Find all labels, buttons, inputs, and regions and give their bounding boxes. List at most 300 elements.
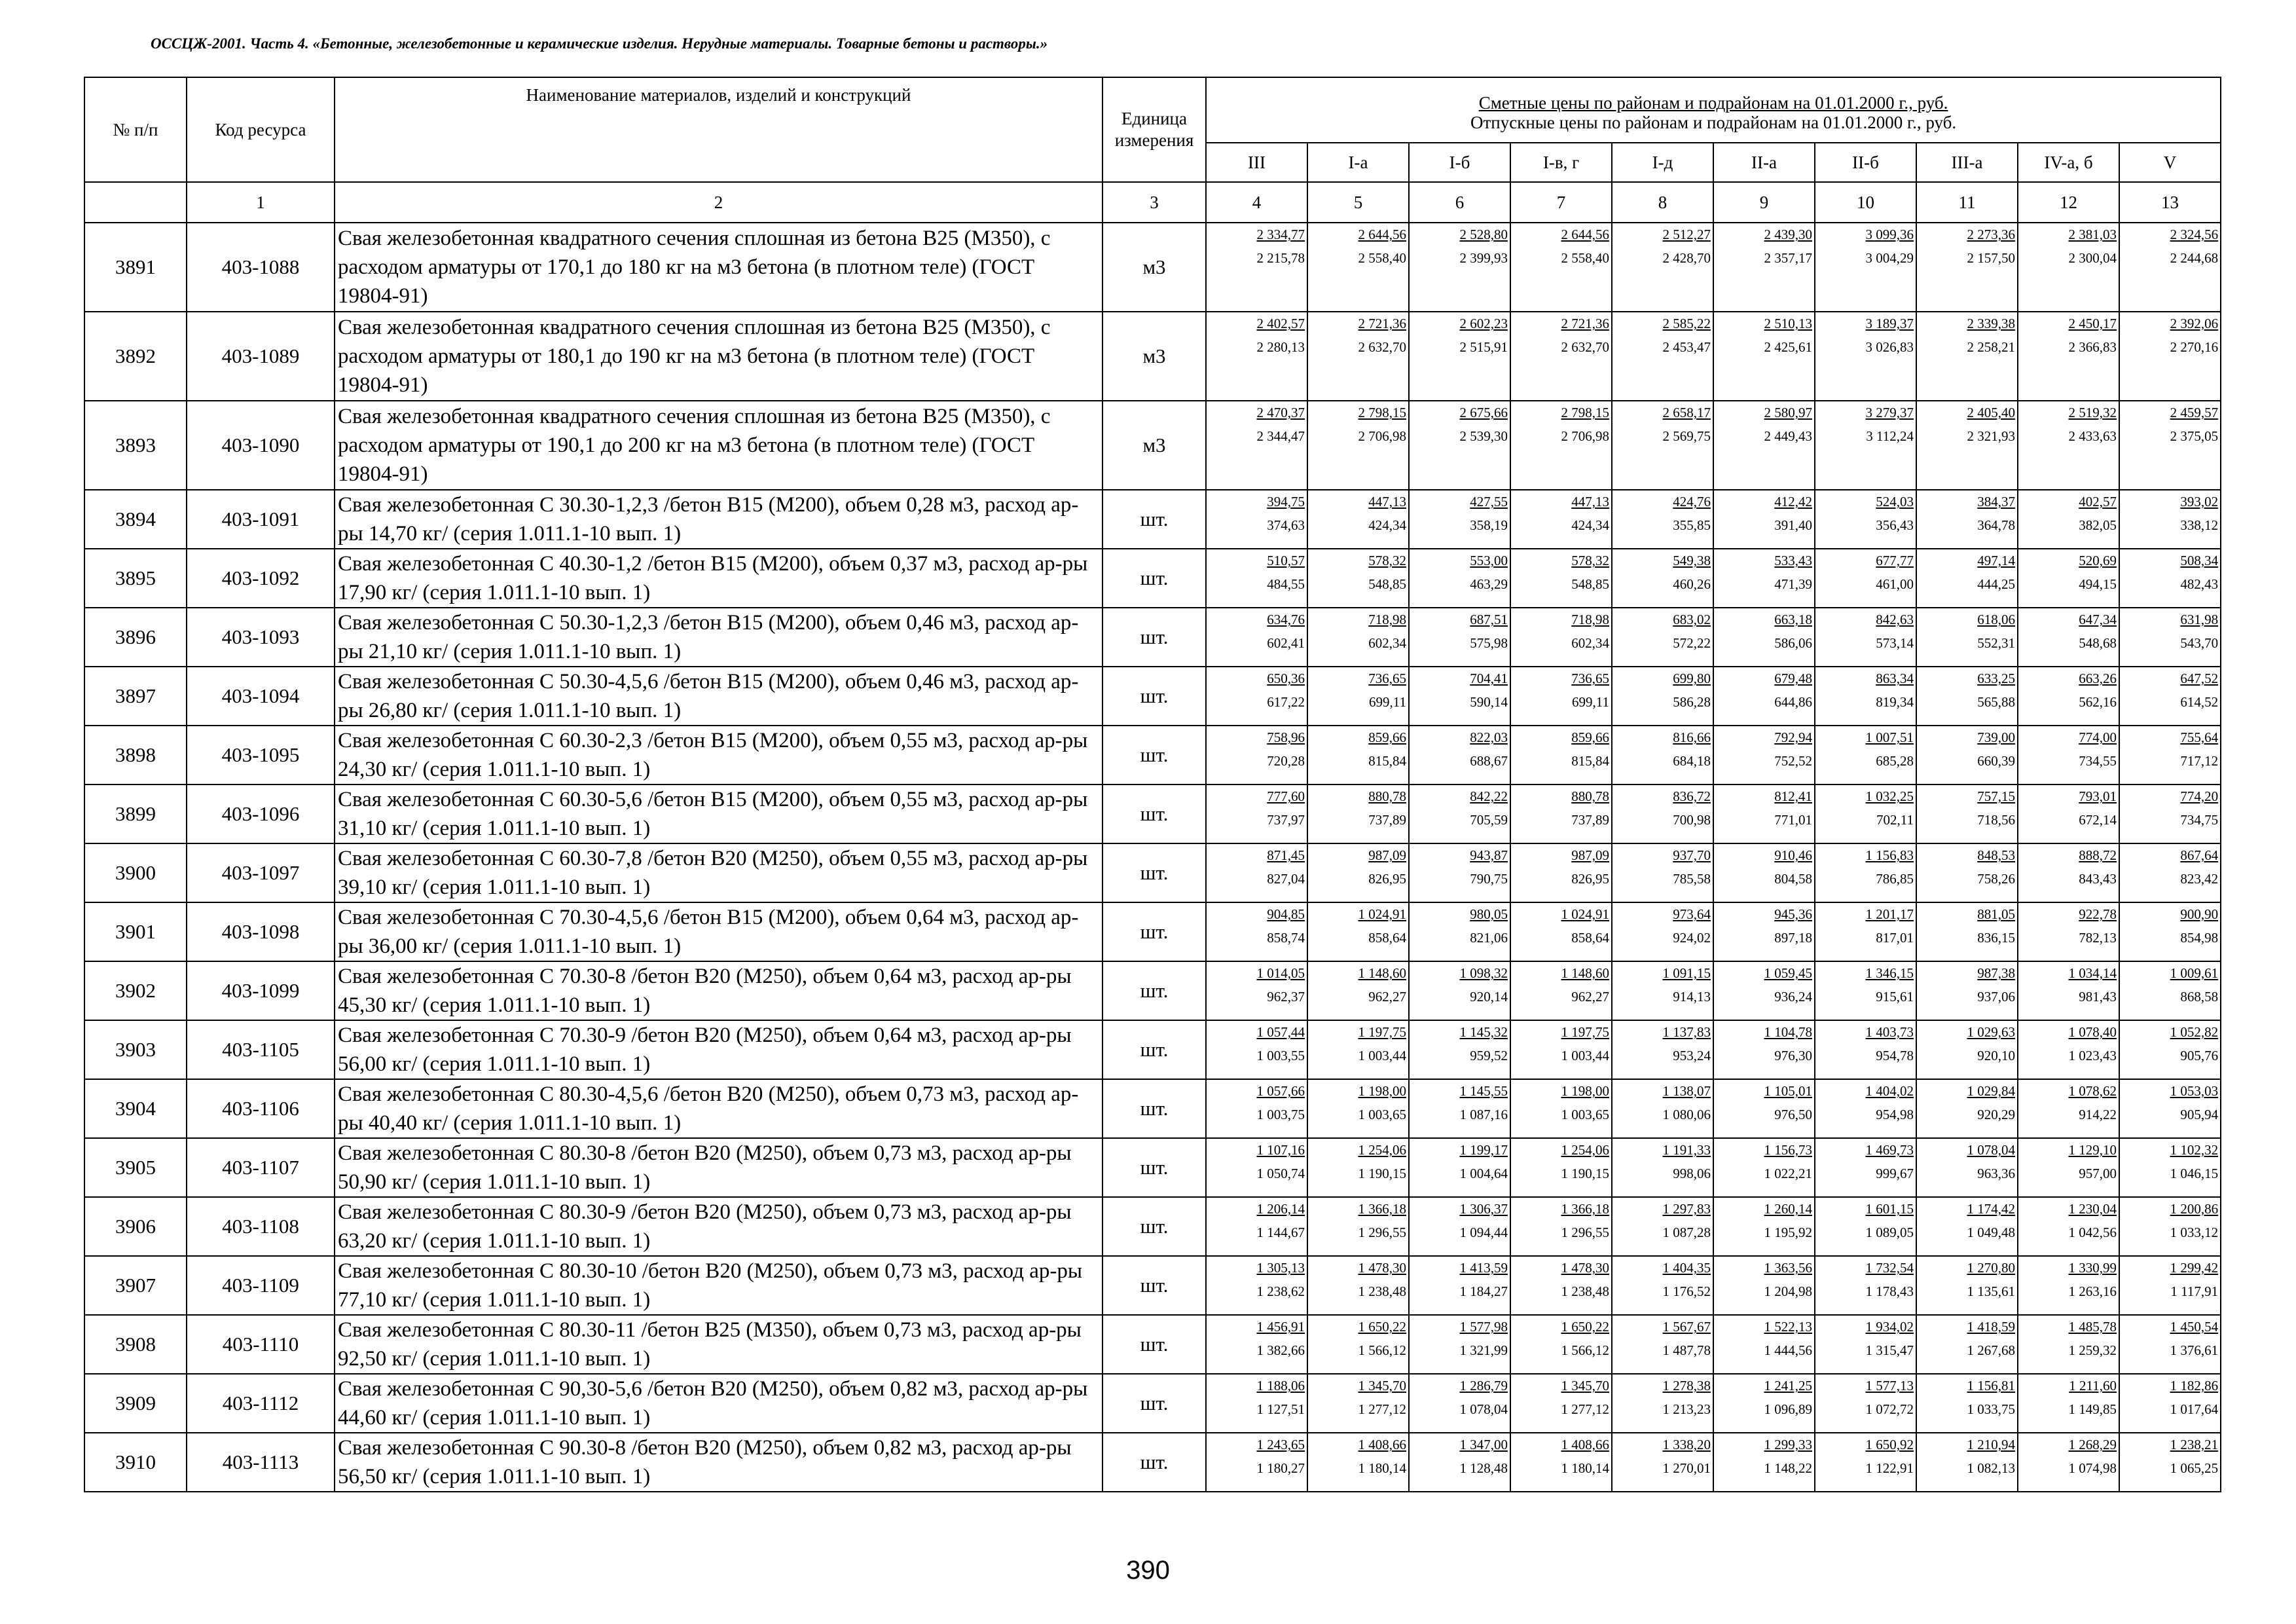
price-cell xyxy=(1409,843,1510,902)
resource-code: 403-1089 xyxy=(187,312,335,401)
estimated-price: 647,52 xyxy=(2180,671,2219,686)
price-cell xyxy=(1612,843,1713,902)
row-number: 3906 xyxy=(84,1197,187,1256)
estimated-price: 1 052,82 xyxy=(2170,1024,2219,1040)
estimated-price: 393,02 xyxy=(2180,494,2219,509)
price-cell xyxy=(1206,1197,1307,1256)
resource-code: 403-1097 xyxy=(187,843,335,902)
price-cell xyxy=(1815,1256,1916,1315)
estimated-price: 1 057,66 xyxy=(1256,1083,1305,1099)
price-cell xyxy=(1713,1256,1815,1315)
release-price: 424,34 xyxy=(1571,517,1609,533)
release-price: 1 180,27 xyxy=(1256,1460,1305,1476)
estimated-price: 880,78 xyxy=(1571,788,1609,804)
release-price: 2 157,50 xyxy=(1967,250,2015,266)
release-price: 575,98 xyxy=(1470,635,1508,651)
estimated-price: 1 199,17 xyxy=(1459,1142,1508,1158)
estimated-price: 578,32 xyxy=(1368,553,1406,568)
estimated-price: 3 279,37 xyxy=(1865,405,1914,420)
price-cell xyxy=(1510,1079,1612,1138)
release-price: 482,43 xyxy=(2180,576,2219,592)
estimated-price: 1 478,30 xyxy=(1561,1260,1609,1276)
row-number: 3891 xyxy=(84,223,187,312)
estimated-price: 1 243,65 xyxy=(1256,1437,1305,1452)
estimated-price: 2 459,57 xyxy=(2170,405,2219,420)
release-price: 786,85 xyxy=(1876,871,1914,887)
table-row xyxy=(84,1138,2221,1197)
release-price: 699,11 xyxy=(1572,694,1609,710)
estimated-price: 2 519,32 xyxy=(2068,405,2117,420)
row-number: 3899 xyxy=(84,784,187,843)
price-cell xyxy=(1307,784,1409,843)
release-price: 548,85 xyxy=(1368,576,1406,592)
unit-of-measure: м3 xyxy=(1102,223,1206,312)
resource-code: 403-1098 xyxy=(187,902,335,961)
release-price: 2 280,13 xyxy=(1256,339,1305,355)
price-cell xyxy=(1713,490,1815,549)
price-cell xyxy=(1510,1374,1612,1433)
region-header: III-а xyxy=(1916,143,2018,182)
table-row xyxy=(84,961,2221,1020)
release-price: 2 425,61 xyxy=(1764,339,1812,355)
material-name: Свая железобетонная квадратного сечения сплошная из бетона В25 (М350), с расходом арматуры от 190,1 до 200 кг на м3 бетона (в плотном теле) (ГОСТ 19804-91) xyxy=(335,401,1102,490)
estimated-price: 510,57 xyxy=(1267,553,1305,568)
release-price: 914,22 xyxy=(2079,1107,2117,1122)
estimated-price: 2 798,15 xyxy=(1561,405,1609,420)
release-price: 338,12 xyxy=(2180,517,2219,533)
price-table xyxy=(84,77,2221,1492)
price-cell xyxy=(1409,608,1510,667)
release-price: 1 148,22 xyxy=(1764,1460,1812,1476)
estimated-price: 2 273,36 xyxy=(1967,227,2015,242)
price-cell xyxy=(1612,1020,1713,1079)
resource-code: 403-1107 xyxy=(187,1138,335,1197)
table-row xyxy=(84,726,2221,784)
price-cell xyxy=(2119,608,2221,667)
release-price: 720,28 xyxy=(1267,753,1305,769)
row-number: 3898 xyxy=(84,726,187,784)
price-cell xyxy=(1916,784,2018,843)
release-price: 1 321,99 xyxy=(1459,1342,1508,1358)
price-cell xyxy=(1916,1079,2018,1138)
unit-of-measure: шт. xyxy=(1102,1197,1206,1256)
estimated-price: 1 201,17 xyxy=(1865,906,1914,922)
price-cell xyxy=(1510,1138,1612,1197)
estimated-price: 663,26 xyxy=(2079,671,2117,686)
estimated-price: 1 238,21 xyxy=(2170,1437,2219,1452)
price-cell xyxy=(1510,1020,1612,1079)
price-cell xyxy=(2018,667,2119,726)
price-cell xyxy=(2018,401,2119,490)
release-price: 998,06 xyxy=(1673,1166,1711,1181)
release-price: 737,89 xyxy=(1368,812,1406,828)
price-cell xyxy=(1815,961,1916,1020)
price-cell xyxy=(1307,1433,1409,1492)
table-row xyxy=(84,1256,2221,1315)
price-cell xyxy=(1307,843,1409,902)
table-row xyxy=(84,667,2221,726)
price-cell xyxy=(1713,784,1815,843)
release-price: 836,15 xyxy=(1977,930,2015,946)
resource-code: 403-1113 xyxy=(187,1433,335,1492)
estimated-price: 822,03 xyxy=(1470,729,1508,745)
release-price: 920,10 xyxy=(1977,1048,2015,1063)
price-cell xyxy=(1815,1197,1916,1256)
resource-code: 403-1095 xyxy=(187,726,335,784)
estimated-price: 2 450,17 xyxy=(2068,316,2117,331)
column-number: 9 xyxy=(1713,182,1815,223)
estimated-price: 424,76 xyxy=(1673,494,1711,509)
release-price: 1 065,25 xyxy=(2170,1460,2219,1476)
release-price: 2 632,70 xyxy=(1358,339,1406,355)
estimated-price: 1 934,02 xyxy=(1865,1319,1914,1335)
price-cell xyxy=(1612,961,1713,1020)
estimated-price: 3 099,36 xyxy=(1865,227,1914,242)
release-price: 1 023,43 xyxy=(2068,1048,2117,1063)
price-cell xyxy=(1206,843,1307,902)
price-cell xyxy=(1916,843,2018,902)
estimated-price: 508,34 xyxy=(2180,553,2219,568)
resource-code: 403-1110 xyxy=(187,1315,335,1374)
material-name: Свая железобетонная С 90,30-5,6 /бетон В20 (М250), объем 0,82 м3, расход ар-ры 44,60 кг/ (серия 1.011.1-10 вып. 1) xyxy=(335,1374,1102,1433)
estimated-price: 1 577,98 xyxy=(1459,1319,1508,1335)
estimated-price: 1 306,37 xyxy=(1459,1201,1508,1217)
estimated-price: 1 029,63 xyxy=(1967,1024,2015,1040)
release-price: 644,86 xyxy=(1774,694,1812,710)
price-cell xyxy=(1815,843,1916,902)
price-cell xyxy=(2018,1079,2119,1138)
col-header-no: № п/п xyxy=(84,77,187,182)
price-cell xyxy=(2018,1020,2119,1079)
estimated-price: 1 078,04 xyxy=(1967,1142,2015,1158)
estimated-price: 631,98 xyxy=(2180,612,2219,627)
price-cell xyxy=(1916,401,2018,490)
release-price: 1 566,12 xyxy=(1358,1342,1406,1358)
price-cell xyxy=(1815,726,1916,784)
release-price: 936,24 xyxy=(1774,989,1812,1005)
price-cell xyxy=(2018,843,2119,902)
estimated-price: 1 286,79 xyxy=(1459,1378,1508,1393)
release-price: 444,25 xyxy=(1977,576,2015,592)
estimated-price: 1 650,22 xyxy=(1561,1319,1609,1335)
unit-of-measure: шт. xyxy=(1102,843,1206,902)
release-price: 374,63 xyxy=(1267,517,1305,533)
estimated-price: 859,66 xyxy=(1368,729,1406,745)
release-price: 2 366,83 xyxy=(2068,339,2117,355)
release-price: 688,67 xyxy=(1470,753,1508,769)
column-number: 5 xyxy=(1307,182,1409,223)
release-price: 717,12 xyxy=(2180,753,2219,769)
estimated-price: 755,64 xyxy=(2180,729,2219,745)
price-cell xyxy=(1510,1197,1612,1256)
price-cell xyxy=(1510,401,1612,490)
release-price: 1 003,44 xyxy=(1561,1048,1609,1063)
release-price: 1 050,74 xyxy=(1256,1166,1305,1181)
estimated-price: 758,96 xyxy=(1267,729,1305,745)
estimated-price: 2 644,56 xyxy=(1561,227,1609,242)
price-cell xyxy=(1815,1374,1916,1433)
table-row xyxy=(84,1315,2221,1374)
estimated-price: 2 334,77 xyxy=(1256,227,1305,242)
material-name: Свая железобетонная С 50.30-4,5,6 /бетон В15 (М200), объем 0,46 м3, расход ар-ры 26,80 кг/ (серия 1.011.1-10 вып. 1) xyxy=(335,667,1102,726)
column-number: 10 xyxy=(1815,182,1916,223)
release-price: 685,28 xyxy=(1876,753,1914,769)
price-cell xyxy=(1307,1079,1409,1138)
price-cell xyxy=(1713,1138,1815,1197)
estimated-price: 777,60 xyxy=(1267,788,1305,804)
release-price: 1 003,44 xyxy=(1358,1048,1406,1063)
release-price: 924,02 xyxy=(1673,930,1711,946)
table-row xyxy=(84,1197,2221,1256)
price-cell xyxy=(1815,1315,1916,1374)
estimated-price: 871,45 xyxy=(1267,847,1305,863)
price-cell xyxy=(2119,902,2221,961)
estimated-price: 987,09 xyxy=(1571,847,1609,863)
price-cell xyxy=(2119,1256,2221,1315)
estimated-price: 1 148,60 xyxy=(1358,965,1406,981)
release-price: 2 569,75 xyxy=(1662,428,1711,444)
estimated-price: 1 650,92 xyxy=(1865,1437,1914,1452)
price-cell xyxy=(1206,1433,1307,1492)
price-cell xyxy=(1612,667,1713,726)
release-price: 821,06 xyxy=(1470,930,1508,946)
price-cell xyxy=(1713,1374,1815,1433)
release-price: 1 296,55 xyxy=(1358,1225,1406,1240)
unit-of-measure: шт. xyxy=(1102,784,1206,843)
estimated-price: 910,46 xyxy=(1774,847,1812,863)
material-name: Свая железобетонная квадратного сечения сплошная из бетона В25 (М350), с расходом арматуры от 180,1 до 190 кг на м3 бетона (в плотном теле) (ГОСТ 19804-91) xyxy=(335,312,1102,401)
price-cell xyxy=(2018,1256,2119,1315)
price-cell xyxy=(1916,726,2018,784)
price-cell xyxy=(1510,843,1612,902)
price-cell xyxy=(2119,1138,2221,1197)
table-row xyxy=(84,1433,2221,1492)
release-price: 734,55 xyxy=(2079,753,2117,769)
price-cell xyxy=(1409,667,1510,726)
table-row xyxy=(84,223,2221,312)
price-cell xyxy=(1612,1256,1713,1315)
estimated-price: 904,85 xyxy=(1267,906,1305,922)
release-price: 782,13 xyxy=(2079,930,2117,946)
estimated-price: 704,41 xyxy=(1470,671,1508,686)
estimated-price: 520,69 xyxy=(2079,553,2117,568)
estimated-price: 1 098,32 xyxy=(1459,965,1508,981)
region-header: I-а xyxy=(1307,143,1409,182)
col-header-unit: Единица измерения xyxy=(1102,77,1206,182)
estimated-price: 1 206,14 xyxy=(1256,1201,1305,1217)
price-cell xyxy=(1409,549,1510,608)
price-cell xyxy=(1510,312,1612,401)
estimated-price: 1 137,83 xyxy=(1662,1024,1711,1040)
estimated-price: 987,38 xyxy=(1977,965,2015,981)
release-price: 827,04 xyxy=(1267,871,1305,887)
release-price: 2 357,17 xyxy=(1764,250,1812,266)
region-header: I-д xyxy=(1612,143,1713,182)
release-price: 1 149,85 xyxy=(2068,1401,2117,1417)
col-header-name: Наименование материалов, изделий и конструкций xyxy=(335,77,1102,182)
price-cell xyxy=(1713,312,1815,401)
release-price: 1 238,48 xyxy=(1561,1283,1609,1299)
price-cell xyxy=(1409,1374,1510,1433)
estimated-price: 1 091,15 xyxy=(1662,965,1711,981)
estimated-price: 1 078,62 xyxy=(2068,1083,2117,1099)
estimated-price: 1 478,30 xyxy=(1358,1260,1406,1276)
estimated-price: 880,78 xyxy=(1368,788,1406,804)
estimated-price: 447,13 xyxy=(1571,494,1609,509)
release-price: 358,19 xyxy=(1470,517,1508,533)
resource-code: 403-1106 xyxy=(187,1079,335,1138)
release-price: 1 087,28 xyxy=(1662,1225,1711,1240)
estimated-price: 1 469,73 xyxy=(1865,1142,1914,1158)
price-cell xyxy=(1510,726,1612,784)
release-price: 2 321,93 xyxy=(1967,428,2015,444)
resource-code: 403-1112 xyxy=(187,1374,335,1433)
resource-code: 403-1094 xyxy=(187,667,335,726)
price-cell xyxy=(1206,1315,1307,1374)
price-cell xyxy=(1713,223,1815,312)
region-header: V xyxy=(2119,143,2221,182)
price-cell xyxy=(1409,961,1510,1020)
release-price: 1 178,43 xyxy=(1865,1283,1914,1299)
estimated-price: 1 254,06 xyxy=(1358,1142,1406,1158)
release-price: 1 376,61 xyxy=(2170,1342,2219,1358)
release-price: 1 204,98 xyxy=(1764,1283,1812,1299)
release-price: 1 195,92 xyxy=(1764,1225,1812,1240)
release-price: 356,43 xyxy=(1876,517,1914,533)
estimated-price: 2 512,27 xyxy=(1662,227,1711,242)
estimated-price: 1 345,70 xyxy=(1358,1378,1406,1393)
estimated-price: 900,90 xyxy=(2180,906,2219,922)
price-cell xyxy=(1409,1433,1510,1492)
release-price: 1 267,68 xyxy=(1967,1342,2015,1358)
estimated-price: 816,66 xyxy=(1673,729,1711,745)
release-price: 602,34 xyxy=(1571,635,1609,651)
column-number: 3 xyxy=(1102,182,1206,223)
price-cell xyxy=(2018,312,2119,401)
release-price: 1 017,64 xyxy=(2170,1401,2219,1417)
estimated-price: 2 405,40 xyxy=(1967,405,2015,420)
estimated-price: 2 602,23 xyxy=(1459,316,1508,331)
column-number: 1 xyxy=(187,182,335,223)
release-price: 572,22 xyxy=(1673,635,1711,651)
release-price: 953,24 xyxy=(1673,1048,1711,1063)
price-cell xyxy=(1409,401,1510,490)
estimated-price: 774,00 xyxy=(2079,729,2117,745)
release-price: 905,76 xyxy=(2180,1048,2219,1063)
resource-code: 403-1088 xyxy=(187,223,335,312)
release-price: 1 022,21 xyxy=(1764,1166,1812,1181)
estimated-price: 922,78 xyxy=(2079,906,2117,922)
table-row xyxy=(84,843,2221,902)
estimated-price: 1 297,83 xyxy=(1662,1201,1711,1217)
price-cell xyxy=(2119,1374,2221,1433)
estimated-price: 1 241,25 xyxy=(1764,1378,1812,1393)
estimated-price: 943,87 xyxy=(1470,847,1508,863)
price-cell xyxy=(2119,1079,2221,1138)
price-cell xyxy=(1713,1079,1815,1138)
estimated-price: 1 330,99 xyxy=(2068,1260,2117,1276)
price-cell xyxy=(1916,1020,2018,1079)
resource-code: 403-1099 xyxy=(187,961,335,1020)
estimated-price: 2 339,38 xyxy=(1967,316,2015,331)
release-price: 602,34 xyxy=(1368,635,1406,651)
release-price: 734,75 xyxy=(2180,812,2219,828)
price-cell xyxy=(1409,902,1510,961)
release-price: 1 144,67 xyxy=(1256,1225,1305,1240)
estimated-price: 2 528,80 xyxy=(1459,227,1508,242)
release-price: 586,06 xyxy=(1774,635,1812,651)
material-name: Свая железобетонная С 80.30-11 /бетон В25 (М350), объем 0,73 м3, расход ар-ры 92,50 кг/ (серия 1.011.1-10 вып. 1) xyxy=(335,1315,1102,1374)
release-price: 2 258,21 xyxy=(1967,339,2015,355)
estimated-price: 1 278,38 xyxy=(1662,1378,1711,1393)
unit-of-measure: шт. xyxy=(1102,490,1206,549)
material-name: Свая железобетонная С 30.30-1,2,3 /бетон В15 (М200), объем 0,28 м3, расход ар-ры 14,70 кг/ (серия 1.011.1-10 вып. 1) xyxy=(335,490,1102,549)
estimated-price: 1 156,73 xyxy=(1764,1142,1812,1158)
release-price: 854,98 xyxy=(2180,930,2219,946)
release-price: 1 003,75 xyxy=(1256,1107,1305,1122)
price-cell xyxy=(1510,549,1612,608)
estimated-price: 1 577,13 xyxy=(1865,1378,1914,1393)
estimated-price: 736,65 xyxy=(1571,671,1609,686)
estimated-price: 2 439,30 xyxy=(1764,227,1812,242)
release-price: 552,31 xyxy=(1977,635,2015,651)
release-price: 684,18 xyxy=(1673,753,1711,769)
estimated-price: 2 675,66 xyxy=(1459,405,1508,420)
price-cell xyxy=(1713,401,1815,490)
price-cell xyxy=(1612,902,1713,961)
estimated-price: 1 104,78 xyxy=(1764,1024,1812,1040)
price-cell xyxy=(1612,1433,1713,1492)
row-number: 3901 xyxy=(84,902,187,961)
price-cell xyxy=(1612,401,1713,490)
release-price: 2 215,78 xyxy=(1256,250,1305,266)
price-cell xyxy=(1916,1197,2018,1256)
estimated-price: 1 078,40 xyxy=(2068,1024,2117,1040)
release-price: 858,64 xyxy=(1571,930,1609,946)
release-price: 424,34 xyxy=(1368,517,1406,533)
estimated-price: 1 456,91 xyxy=(1256,1319,1305,1335)
column-number-blank xyxy=(84,182,187,223)
estimated-price: 1 197,75 xyxy=(1561,1024,1609,1040)
release-price: 815,84 xyxy=(1368,753,1406,769)
price-cell xyxy=(1612,726,1713,784)
estimated-price: 1 268,29 xyxy=(2068,1437,2117,1452)
release-price: 1 128,48 xyxy=(1459,1460,1508,1476)
estimated-price: 663,18 xyxy=(1774,612,1812,627)
release-price: 962,37 xyxy=(1267,989,1305,1005)
price-cell xyxy=(1916,1315,2018,1374)
price-cell xyxy=(1916,1433,2018,1492)
release-price: 460,26 xyxy=(1673,576,1711,592)
price-cell xyxy=(1612,1079,1713,1138)
release-price: 954,78 xyxy=(1876,1048,1914,1063)
release-price: 1 082,13 xyxy=(1967,1460,2015,1476)
release-price: 2 428,70 xyxy=(1662,250,1711,266)
price-cell xyxy=(1916,1138,2018,1197)
release-price: 3 004,29 xyxy=(1865,250,1914,266)
release-price: 2 449,43 xyxy=(1764,428,1812,444)
estimated-price: 1 198,00 xyxy=(1358,1083,1406,1099)
estimated-price: 1 059,45 xyxy=(1764,965,1812,981)
unit-of-measure: шт. xyxy=(1102,1315,1206,1374)
estimated-price: 881,05 xyxy=(1977,906,2015,922)
estimated-price: 1 024,91 xyxy=(1561,906,1609,922)
table-row xyxy=(84,312,2221,401)
release-price: 1 270,01 xyxy=(1662,1460,1711,1476)
price-cell xyxy=(1307,902,1409,961)
row-number: 3909 xyxy=(84,1374,187,1433)
row-number: 3894 xyxy=(84,490,187,549)
